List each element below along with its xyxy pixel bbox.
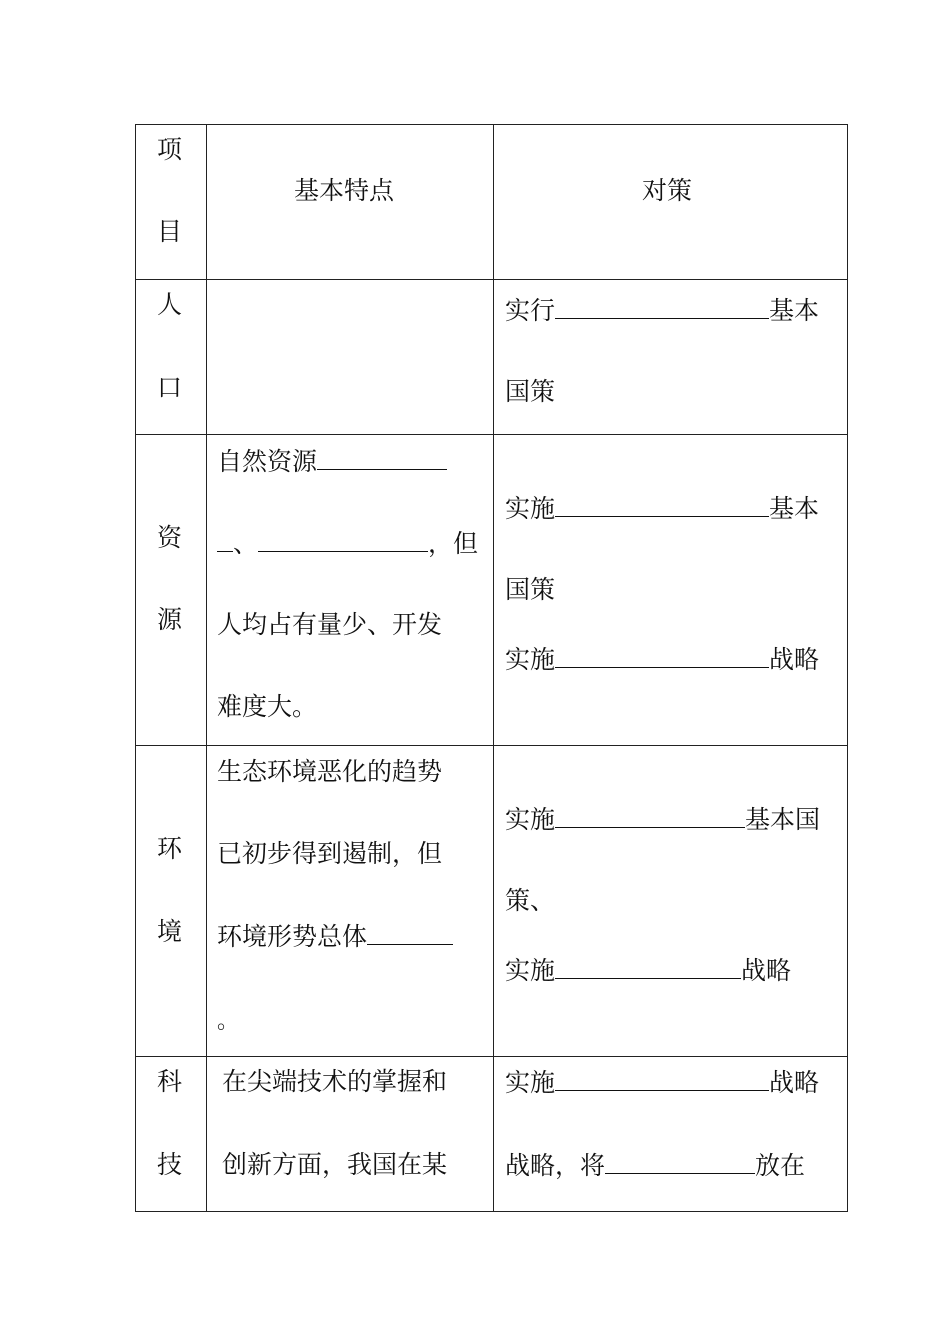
row-item-char: 科	[157, 1067, 183, 1096]
table-border-left	[135, 124, 136, 1212]
fill-blank[interactable]	[555, 956, 741, 979]
fill-blank[interactable]	[555, 494, 769, 517]
fill-blank[interactable]	[605, 1151, 755, 1174]
header-item-char: 目	[157, 217, 183, 246]
feature-text: 自然资源	[217, 447, 318, 476]
measure-text: 战略	[741, 956, 792, 985]
feature-line: 人均占有量少、开发	[217, 610, 443, 639]
row-divider	[135, 279, 848, 280]
measure-text: 基本	[769, 296, 820, 325]
feature-line: 在尖端技术的掌握和	[222, 1067, 448, 1096]
feature-line	[217, 922, 453, 951]
measure-text: 实施	[505, 805, 556, 834]
row-divider	[135, 434, 848, 435]
measure-line	[505, 805, 820, 834]
column-divider	[206, 124, 207, 1212]
measure-line: 国策	[505, 575, 556, 604]
measure-text: 战略	[769, 1068, 820, 1097]
measure-text: 实施	[505, 956, 556, 985]
feature-line: 创新方面，我国在某	[222, 1150, 448, 1179]
column-divider	[493, 124, 494, 1212]
feature-text: 、	[233, 529, 259, 558]
measure-line	[505, 296, 819, 325]
row-item-char: 境	[157, 917, 183, 946]
measure-line	[505, 1068, 819, 1097]
row-item-char: 人	[157, 290, 183, 319]
fill-blank[interactable]	[555, 1068, 769, 1091]
feature-text: 环境形势总体	[217, 922, 368, 951]
table-border-right	[847, 124, 848, 1212]
measure-text: 基本国	[745, 805, 821, 834]
row-divider	[135, 745, 848, 746]
measure-text: 实施	[505, 494, 556, 523]
feature-line: 。	[217, 1009, 240, 1034]
measure-line: 策、	[505, 886, 556, 915]
measure-text: 实施	[505, 645, 556, 674]
measure-text: 战略	[769, 645, 820, 674]
fill-blank[interactable]	[258, 529, 428, 552]
measure-line	[505, 494, 819, 523]
fill-blank[interactable]	[555, 805, 745, 828]
feature-line	[217, 447, 447, 476]
table-border-top	[135, 124, 848, 125]
measure-line	[505, 956, 791, 985]
measure-text: 实施	[505, 1068, 556, 1097]
header-measures: 对策	[642, 176, 693, 205]
measure-text: 实行	[505, 296, 556, 325]
row-item-char: 技	[157, 1150, 183, 1179]
measure-line	[505, 645, 819, 674]
measure-line	[505, 1151, 805, 1180]
measure-text: 放在	[755, 1151, 806, 1180]
feature-line: 已初步得到遏制，但	[217, 839, 443, 868]
fill-blank[interactable]	[555, 296, 769, 319]
measure-line: 国策	[505, 377, 556, 406]
header-features: 基本特点	[294, 176, 395, 205]
fill-blank[interactable]	[367, 922, 453, 945]
feature-line	[217, 529, 478, 558]
feature-line: 难度大。	[217, 692, 318, 721]
feature-text: ，但	[428, 529, 479, 558]
fill-blank[interactable]	[555, 645, 769, 668]
row-divider	[135, 1056, 848, 1057]
header-item-char: 项	[157, 135, 183, 164]
row-item-char: 源	[157, 605, 183, 634]
table-border-bottom	[135, 1211, 848, 1212]
row-item-char: 资	[157, 523, 183, 552]
row-item-char: 环	[157, 834, 183, 863]
fill-blank[interactable]	[317, 447, 447, 470]
measure-text: 战略，将	[505, 1151, 606, 1180]
measure-text: 基本	[769, 494, 820, 523]
fill-blank[interactable]	[217, 529, 233, 552]
row-item-char: 口	[157, 373, 183, 402]
feature-line: 生态环境恶化的趋势	[217, 757, 443, 786]
